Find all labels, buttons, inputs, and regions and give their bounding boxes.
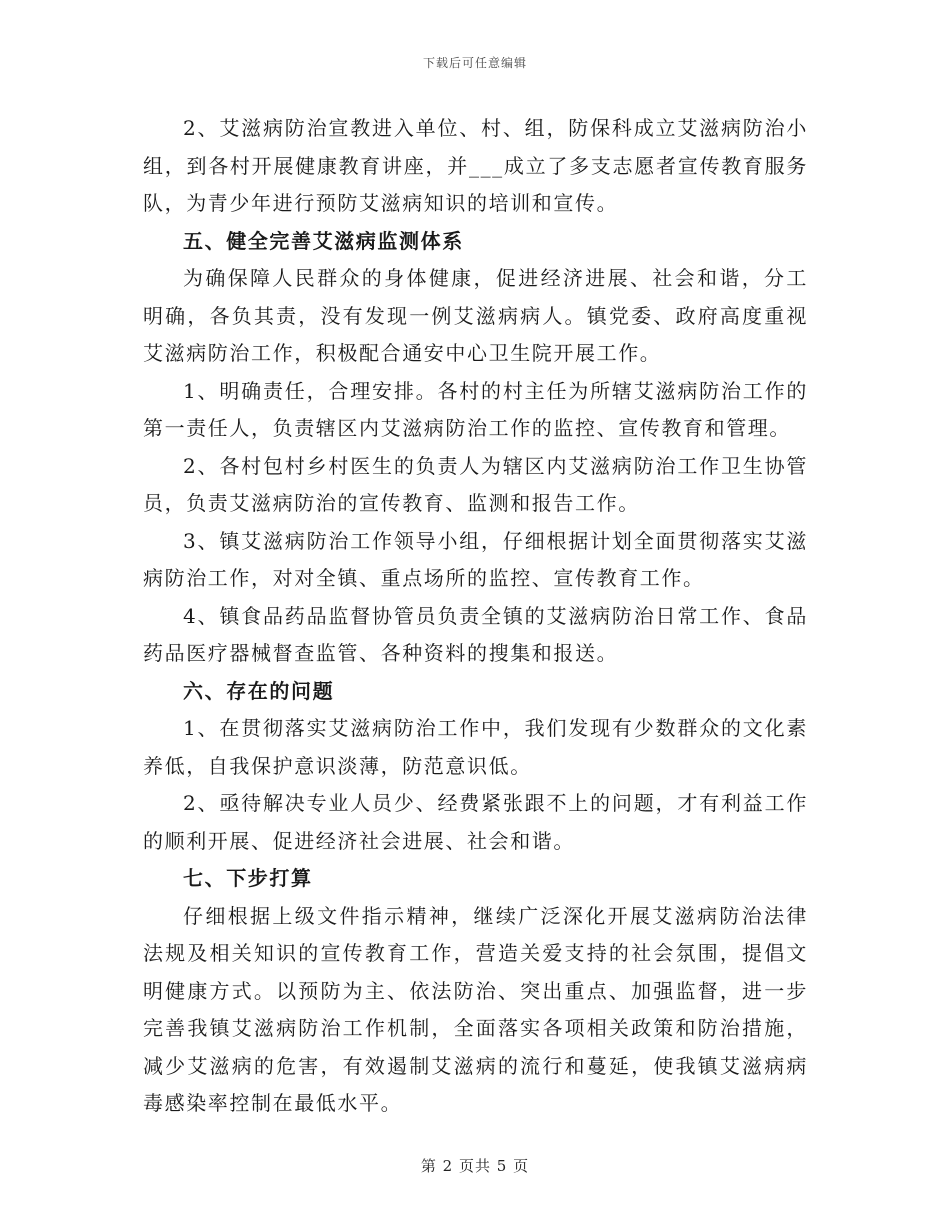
paragraph-section5-item4: 4、镇食品药品监督协管员负责全镇的艾滋病防治日常工作、食品药品医疗器械督查监管、各种资料的搜集和报送。 xyxy=(143,603,808,665)
section-heading-7: 七、下步打算 xyxy=(183,866,313,890)
page-number: 第 2 页共 5 页 xyxy=(420,1157,530,1175)
paragraph-hiv-education: 2、艾滋病防治宣教进入单位、村、组，防保科成立艾滋病防治小组，到各村开展健康教育讲座，并___成立了多支志愿者宣传教育服务队，为青少年进行预防艾滋病知识的培训和宣传。 xyxy=(143,116,808,215)
section-heading-5: 五、健全完善艾滋病监测体系 xyxy=(183,228,464,253)
paragraph-section5-item3: 3、镇艾滋病防治工作领导小组，仔细根据计划全面贯彻落实艾滋病防治工作，对对全镇、重点场所的监控、宣传教育工作。 xyxy=(143,528,808,590)
section-heading-6: 六、存在的问题 xyxy=(183,678,335,703)
page-header: 下载后可任意编辑 xyxy=(422,56,527,70)
paragraph-section7-plan: 仔细根据上级文件指示精神，继续广泛深化开展艾滋病防治法律法规及相关知识的宣传教育工作，营造关爱支持的社会氛围，提倡文明健康方式。以预防为主、依法防治、突出重点、加强监督，进一步完善我镇艾滋病防治工作机制，全面落实各项相关政策和防治措施，减少艾滋病的危害，有效遏制艾滋病的流行和蔓延，使我镇艾滋病病毒感染率控制在最低水平。 xyxy=(143,903,808,1115)
paragraph-section5-item1: 1、明确责任，合理安排。各村的村主任为所辖艾滋病防治工作的第一责任人，负责辖区内艾滋病防治工作的监控、宣传教育和管理。 xyxy=(143,378,808,440)
paragraph-section6-item1: 1、在贯彻落实艾滋病防治工作中，我们发现有少数群众的文化素养低，自我保护意识淡薄，防范意识低。 xyxy=(143,716,808,778)
paragraph-section5-item2: 2、各村包村乡村医生的负责人为辖区内艾滋病防治工作卫生协管员，负责艾滋病防治的宣传教育、监测和报告工作。 xyxy=(143,453,808,515)
paragraph-section6-item2: 2、亟待解决专业人员少、经费紧张跟不上的问题，才有利益工作的顺利开展、促进经济社会进展、社会和谐。 xyxy=(143,791,808,853)
document-body xyxy=(143,110,808,1123)
paragraph-section5-intro: 为确保障人民群众的身体健康，促进经济进展、社会和谐，分工明确，各负其责，没有发现一例艾滋病病人。镇党委、政府高度重视艾滋病防治工作，积极配合通安中心卫生院开展工作。 xyxy=(143,266,808,365)
